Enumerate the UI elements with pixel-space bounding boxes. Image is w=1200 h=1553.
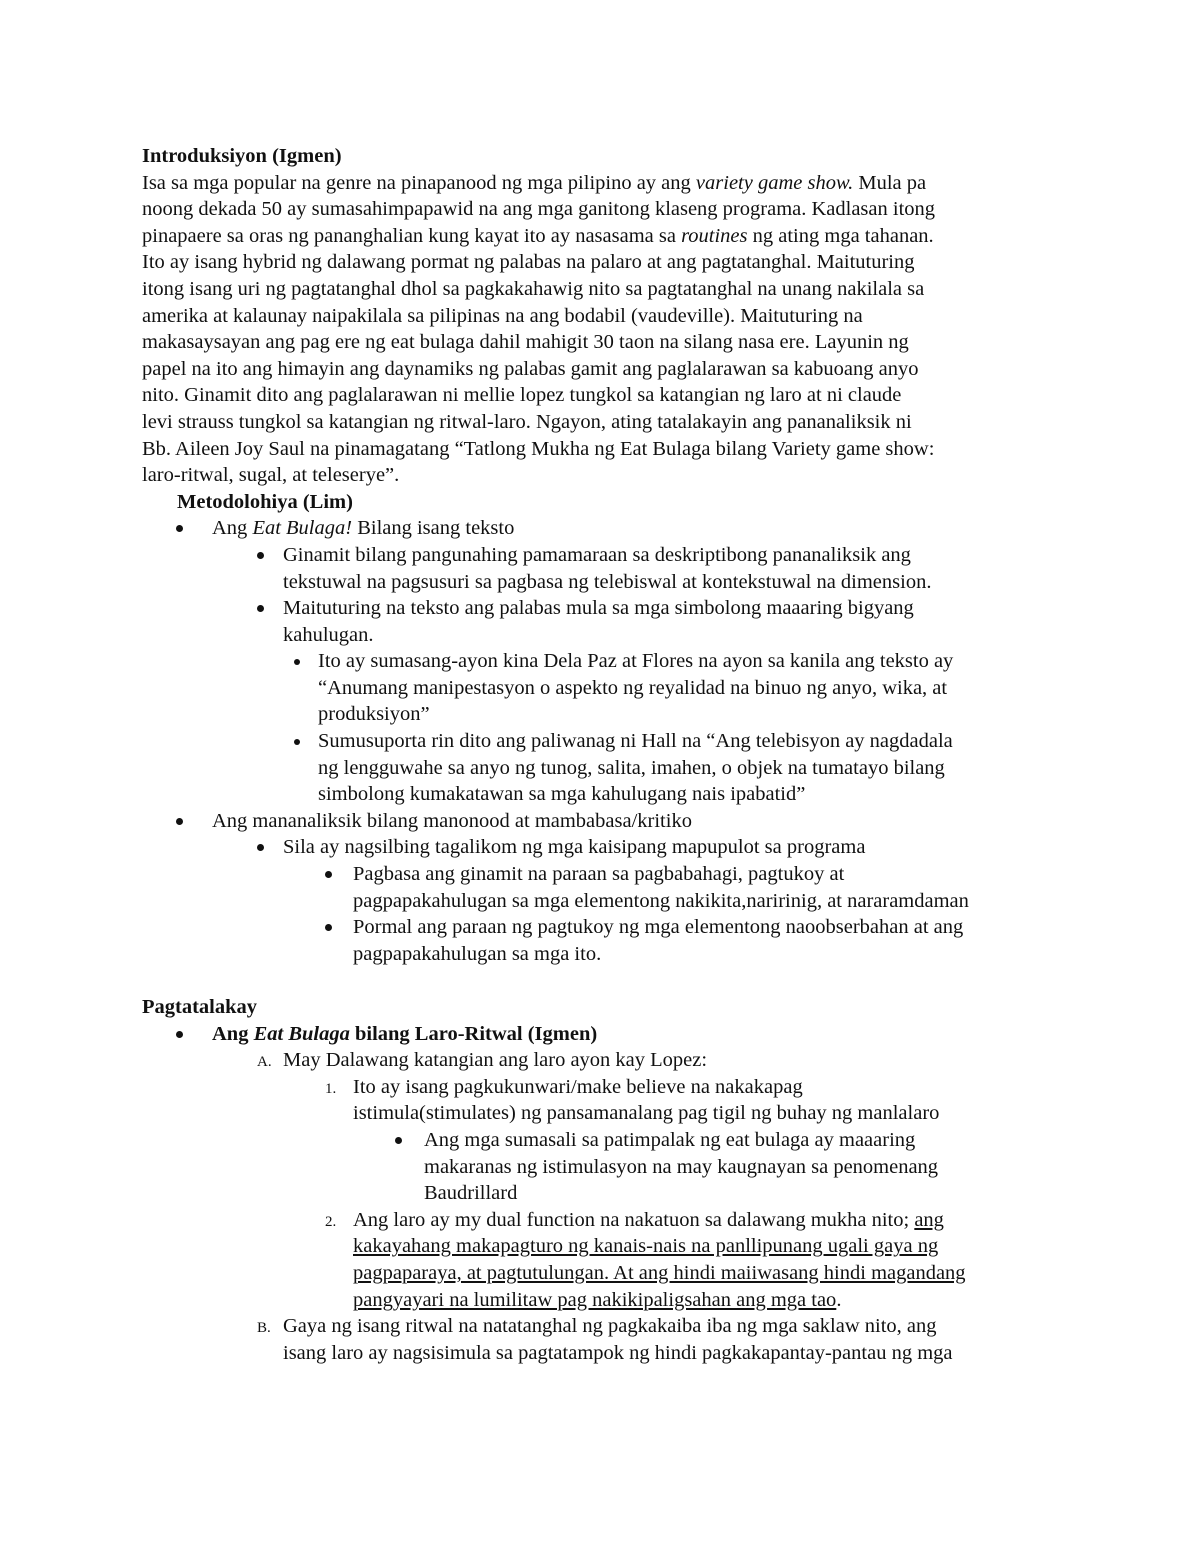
text-line bbox=[283, 1340, 1062, 1367]
text-run: Ang laro ay my dual function na nakatuon sa dalawang mukha nito; bbox=[353, 1208, 915, 1231]
text-line bbox=[318, 648, 1062, 675]
text-line bbox=[142, 329, 1062, 356]
text-line bbox=[318, 781, 1062, 808]
bullet-icon bbox=[325, 871, 332, 878]
text-line bbox=[212, 1021, 1062, 1048]
list-item bbox=[142, 1313, 1062, 1366]
text-line bbox=[353, 1100, 1062, 1127]
list-item bbox=[142, 1021, 1062, 1048]
text-line bbox=[283, 622, 1062, 649]
text-run: Isa sa mga popular na genre na pinapanood ng mga pilipino ay ang bbox=[142, 171, 696, 194]
text-run: Pormal ang paraan ng pagtukoy ng mga elementong naoobserbahan at ang bbox=[353, 916, 964, 939]
text-line bbox=[353, 1074, 1062, 1101]
text-line bbox=[142, 409, 1062, 436]
text-run: ng ating mga tahanan. bbox=[747, 224, 934, 247]
text-run: ng lengguwahe sa anyo ng tunog, salita, imahen, o objek na tumatayo bilang bbox=[318, 756, 945, 779]
text-run: Gaya ng isang ritwal na natatanghal ng pagkakaiba iba ng mga saklaw nito, ang bbox=[283, 1315, 937, 1338]
text-line bbox=[283, 834, 1062, 861]
list-item bbox=[142, 1047, 1062, 1074]
text-run: istimula(stimulates) ng pansamanalang pag tigil ng buhay ng manlalaro bbox=[353, 1102, 940, 1125]
list-item bbox=[142, 914, 1062, 967]
bullet-icon bbox=[294, 659, 300, 665]
text-run: Ito ay sumasang-ayon kina Dela Paz at Flores na ayon sa kanila ang teksto ay bbox=[318, 650, 954, 673]
text-line bbox=[353, 888, 1062, 915]
list-number: 2. bbox=[325, 1213, 337, 1230]
text-line bbox=[353, 941, 1062, 968]
text-line bbox=[283, 569, 1062, 596]
text-run: produksiyon” bbox=[318, 703, 430, 726]
metodolohiya-list bbox=[142, 515, 1062, 967]
bullet-icon bbox=[176, 818, 183, 825]
metodolohiya-heading: Metodolohiya (Lim) bbox=[177, 490, 353, 513]
text-run: Pagbasa ang ginamit na paraan sa pagbabahagi, pagtukoy at bbox=[353, 863, 845, 886]
text-line bbox=[283, 595, 1062, 622]
text-line bbox=[424, 1154, 1062, 1181]
text-run: pagpaparaya, at pagtutulungan. At ang hindi maiiwasang hindi magandang bbox=[353, 1261, 966, 1284]
text-run: variety game show. bbox=[695, 171, 854, 194]
text-run: . bbox=[836, 1288, 842, 1311]
text-run: pagpapakahulugan sa mga ito. bbox=[353, 942, 602, 965]
text-run: Ito ay isang pagkukunwari/make believe na nakakapag bbox=[353, 1075, 803, 1098]
text-run: pinapaere sa oras ng pananghalian kung kayat ito ay nasasama sa bbox=[142, 224, 682, 247]
intro-paragraph bbox=[142, 170, 1062, 489]
text-line bbox=[212, 808, 1062, 835]
text-run: Ang mga sumasali sa patimpalak ng eat bulaga ay maaaring bbox=[424, 1128, 916, 1151]
text-run: kahulugan. bbox=[283, 623, 374, 646]
text-run: Ito ay isang hybrid ng dalawang pormat ng palabas na palaro at ang pagtatanghal. Maituturing bbox=[142, 251, 915, 274]
text-line bbox=[424, 1127, 1062, 1154]
text-line bbox=[283, 1047, 1062, 1074]
text-line bbox=[353, 861, 1062, 888]
list-item bbox=[142, 515, 1062, 542]
list-item bbox=[142, 808, 1062, 835]
text-run: Maituturing na teksto ang palabas mula sa mga simbolong maaaring bigyang bbox=[283, 597, 914, 620]
list-item bbox=[142, 1127, 1062, 1207]
list-item bbox=[142, 1207, 1062, 1313]
text-line bbox=[142, 196, 1062, 223]
text-run: tekstuwal na pagsusuri sa pagbasa ng telebiswal at kontekstuwal na dimension. bbox=[283, 570, 932, 593]
text-line bbox=[318, 755, 1062, 782]
text-line bbox=[318, 728, 1062, 755]
bullet-icon bbox=[257, 552, 264, 559]
text-line bbox=[142, 223, 1062, 250]
list-item bbox=[142, 834, 1062, 861]
intro-heading: Introduksiyon (Igmen) bbox=[142, 145, 342, 167]
text-run: Bb. Aileen Joy Saul na pinamagatang “Tatlong Mukha ng Eat Bulaga bilang Variety game show: bbox=[142, 437, 935, 460]
list-item bbox=[142, 1074, 1062, 1127]
list-number: B. bbox=[257, 1320, 271, 1337]
list-number: 1. bbox=[325, 1080, 337, 1097]
text-line bbox=[318, 675, 1062, 702]
text-run: noong dekada 50 ay sumasahimpapawid na ang mga ganitong klaseng programa. Kadlasan itong bbox=[142, 198, 936, 221]
text-run: makaranas ng istimulasyon na may kaugnayan sa penomenang bbox=[424, 1155, 939, 1178]
bullet-icon bbox=[176, 1031, 183, 1038]
text-run: Ang mananaliksik bilang manonood at mambabasa/kritiko bbox=[212, 809, 692, 832]
pagtatalakay-heading: Pagtatalakay bbox=[142, 996, 258, 1018]
bullet-icon bbox=[325, 924, 332, 931]
text-run: routines bbox=[681, 224, 748, 247]
document-page bbox=[142, 143, 1062, 1366]
list-number: A. bbox=[257, 1054, 272, 1071]
text-run: May Dalawang katangian ang laro ayon kay Lopez: bbox=[283, 1049, 708, 1072]
list-item bbox=[142, 648, 1062, 728]
bullet-icon bbox=[257, 605, 264, 612]
text-run: isang laro ay nagsisimula sa pagtatampok ng hindi pagkakapantay-pantau ng mga bbox=[283, 1341, 953, 1364]
text-run: bilang Laro-Ritwal (Igmen) bbox=[349, 1022, 598, 1045]
list-item bbox=[142, 728, 1062, 808]
bullet-icon bbox=[257, 844, 264, 851]
text-run: laro-ritwal, sugal, at teleserye”. bbox=[142, 464, 400, 487]
text-run: ang bbox=[914, 1208, 944, 1231]
text-run: Eat Bulaga! bbox=[252, 517, 353, 540]
text-line bbox=[283, 542, 1062, 569]
text-line bbox=[142, 170, 1062, 197]
text-run: kakayahang makapagturo ng kanais-nais na panllipunang ugali gaya ng bbox=[353, 1235, 939, 1258]
text-run: Ginamit bilang pangunahing pamamaraan sa deskriptibong pananaliksik ang bbox=[283, 543, 911, 566]
list-item bbox=[142, 861, 1062, 914]
text-run: simbolong kumakatawan sa mga kahulugang nais ipabatid” bbox=[318, 783, 806, 806]
text-line bbox=[142, 436, 1062, 463]
section-gap bbox=[142, 967, 1062, 994]
text-run: itong isang uri ng pagtatanghal dhol sa pagkakahawig nito sa pagtatanghal na unang nakilala sa bbox=[142, 277, 925, 300]
text-run: Sumusuporta rin dito ang paliwanag ni Hall na “Ang telebisyon ay nagdadala bbox=[318, 730, 953, 753]
list-item bbox=[142, 595, 1062, 648]
text-run: amerika at kalaunay naipakilala sa pilipinas na ang bodabil (vaudeville). Maituturing na bbox=[142, 304, 863, 327]
text-run: pangyayari na lumilitaw pag nakikipaligsahan ang mga tao bbox=[353, 1288, 837, 1311]
text-line bbox=[142, 303, 1062, 330]
text-line bbox=[142, 276, 1062, 303]
list-item bbox=[142, 542, 1062, 595]
text-run: levi strauss tungkol sa katangian ng ritwal-laro. Ngayon, ating tatalakayin ang pananaliksik ni bbox=[142, 410, 912, 433]
bullet-icon bbox=[395, 1137, 402, 1144]
text-line bbox=[424, 1180, 1062, 1207]
text-run: pagpapakahulugan sa mga elementong nakikita,naririnig, at nararamdaman bbox=[353, 889, 969, 912]
bullet-icon bbox=[294, 739, 300, 745]
text-run: Ang bbox=[212, 1022, 254, 1045]
text-run: Ang bbox=[212, 517, 253, 540]
text-run: Baudrillard bbox=[424, 1182, 518, 1205]
text-line bbox=[353, 914, 1062, 941]
text-line bbox=[142, 356, 1062, 383]
text-line bbox=[142, 249, 1062, 276]
text-line bbox=[353, 1207, 1062, 1234]
text-run: nito. Ginamit dito ang paglalarawan ni mellie lopez tungkol sa katangian ng laro at ni claude bbox=[142, 384, 902, 407]
text-run: Eat Bulaga bbox=[253, 1022, 350, 1045]
text-line bbox=[142, 462, 1062, 489]
text-run: “Anumang manipestasyon o aspekto ng reyalidad na binuo ng anyo, wika, at bbox=[318, 676, 948, 699]
text-line bbox=[353, 1233, 1062, 1260]
text-line bbox=[142, 382, 1062, 409]
text-line bbox=[353, 1287, 1062, 1314]
text-line bbox=[353, 1260, 1062, 1287]
text-line bbox=[283, 1313, 1062, 1340]
pagtatalakay-list bbox=[142, 1021, 1062, 1367]
bullet-icon bbox=[176, 525, 183, 532]
text-run: makasaysayan ang pag ere ng eat bulaga dahil mahigit 30 taon na silang nasa ere. Layunin ng bbox=[142, 331, 909, 354]
text-run: Mula pa bbox=[853, 171, 927, 194]
text-run: Sila ay nagsilbing tagalikom ng mga kaisipang mapupulot sa programa bbox=[283, 836, 866, 859]
text-run: papel na ito ang himayin ang daynamiks ng palabas gamit ang paglalarawan sa kabuoang anyo bbox=[142, 357, 919, 380]
text-line bbox=[318, 701, 1062, 728]
text-run: Bilang isang teksto bbox=[352, 517, 515, 540]
text-line bbox=[212, 515, 1062, 542]
